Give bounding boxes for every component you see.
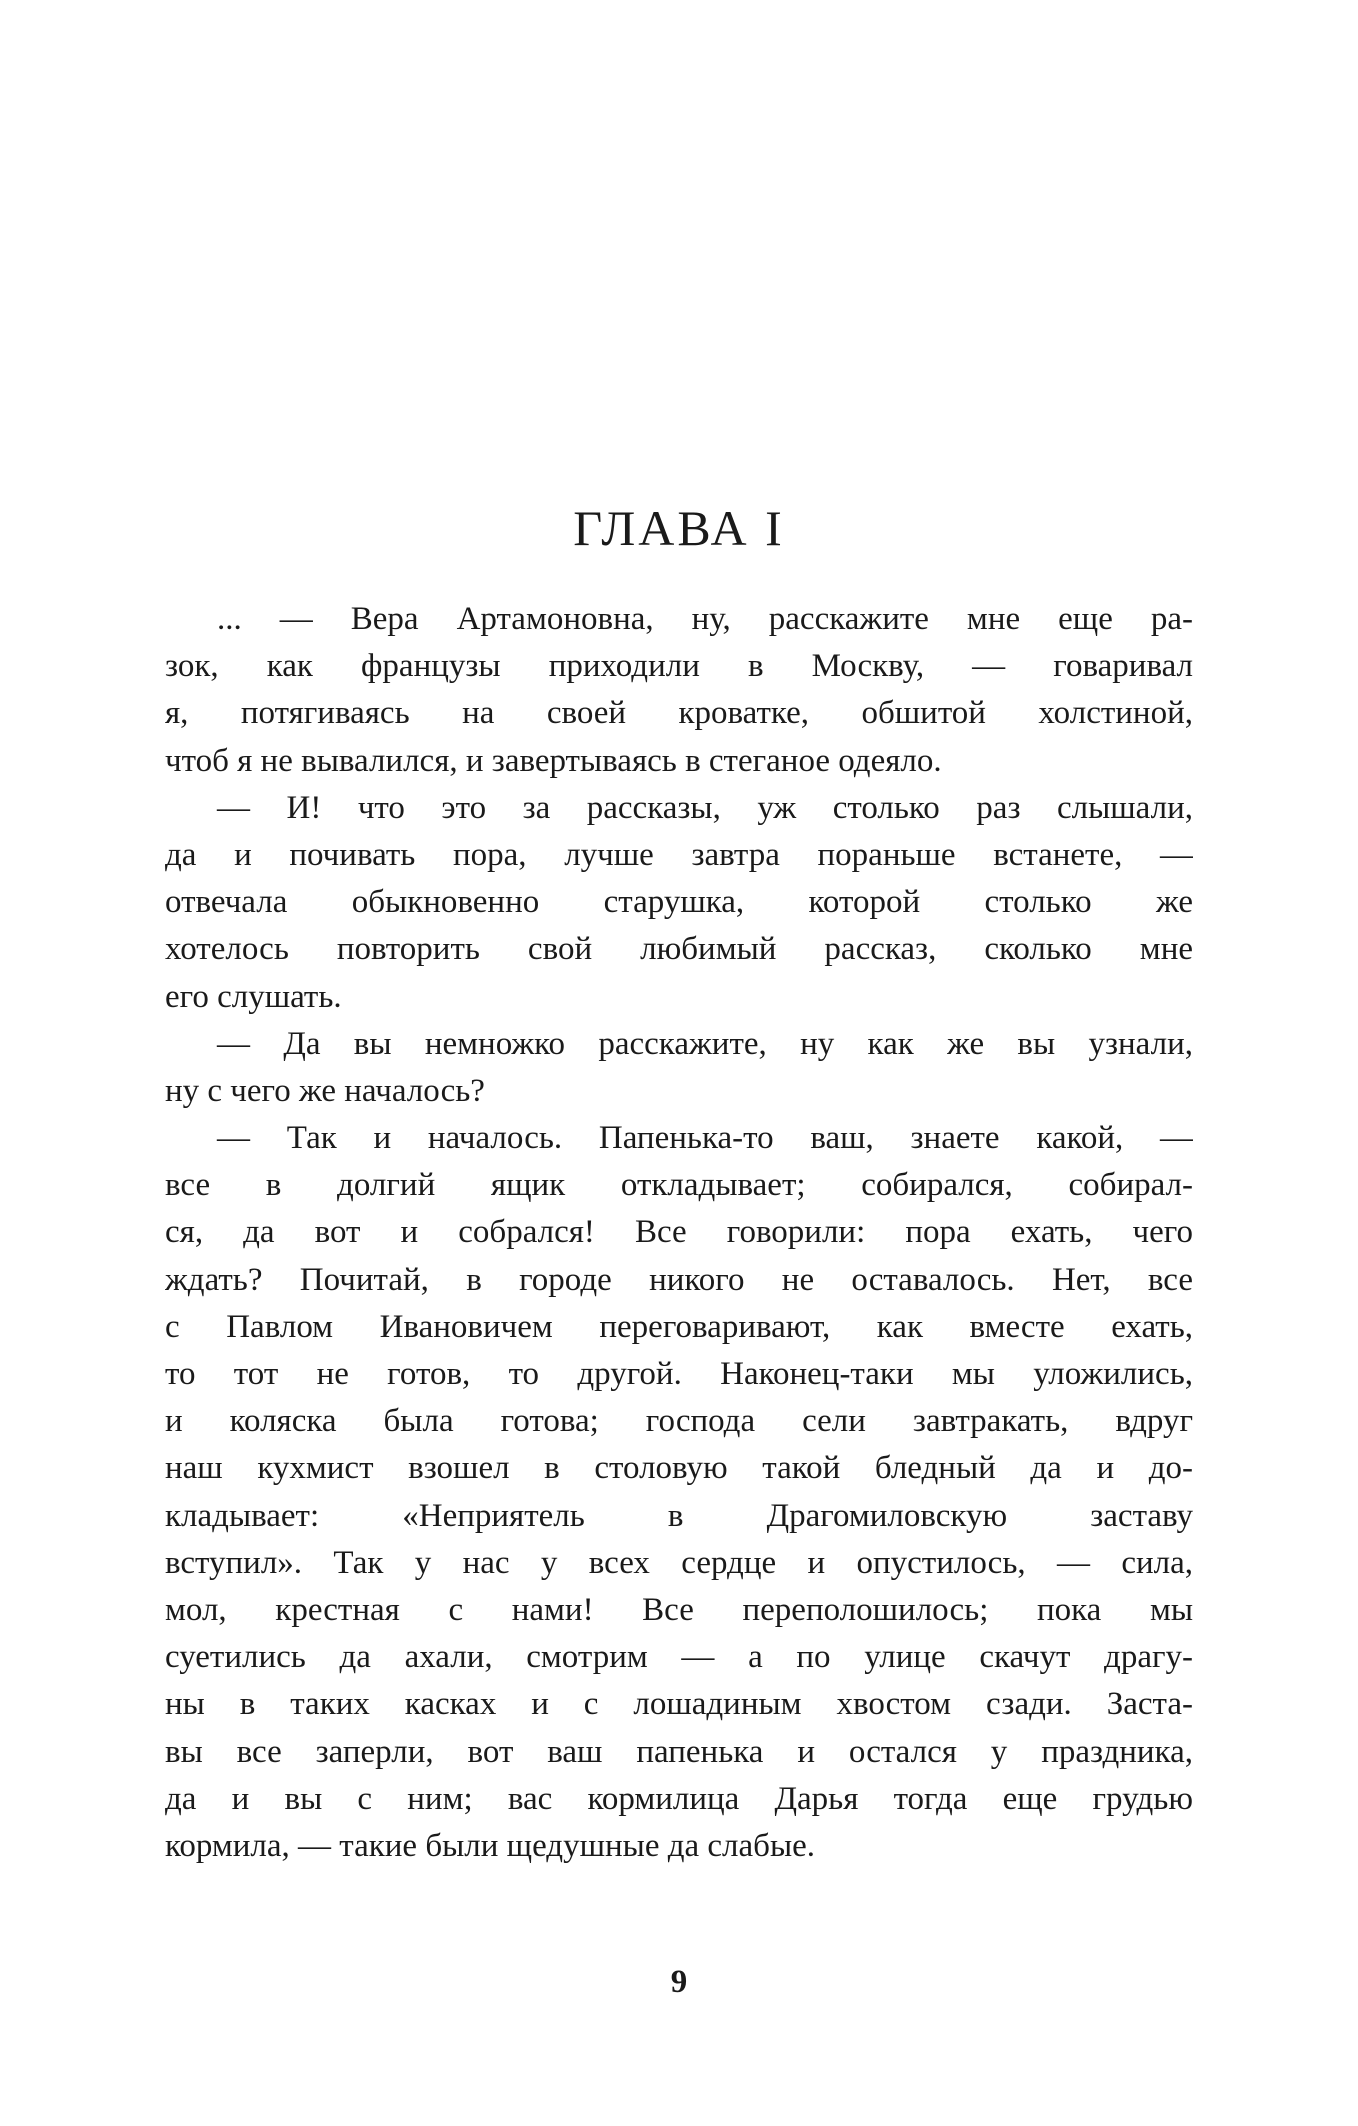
page-number: 9	[670, 1964, 688, 2000]
text-line: хотелось повторить свой любимый рассказ, сколько мне	[165, 931, 1193, 968]
text-line: ... — Вера Артамоновна, ну, расскажите мне еще ра-	[217, 601, 1193, 637]
text-line: — Да вы немножко расскажите, ну как же вы узнали,	[217, 1025, 1193, 1062]
text-line: то тот не готов, то другой. Наконец-таки мы уложились,	[165, 1356, 1193, 1392]
text-line: суетились да ахали, смотрим — а по улице скачут драгу-	[165, 1639, 1193, 1676]
text-line: — И! что это за рассказы, уж столько раз слышали,	[217, 789, 1193, 826]
text-line: да и почивать пора, лучше завтра пораньше встанете, —	[165, 836, 1193, 873]
text-line: его слушать.	[165, 978, 342, 1015]
text-line: вступил». Так у нас у всех сердце и опустилось, — сила,	[165, 1544, 1193, 1581]
text-line: мол, крестная с нами! Все переполошилось; пока мы	[165, 1591, 1193, 1628]
chapter-title: ГЛАВА I	[573, 500, 785, 556]
text-line: да и вы с ним; вас кормилица Дарья тогда еще грудью	[165, 1780, 1193, 1817]
text-line: чтоб я не вывалился, и завертываясь в стеганое одеяло.	[165, 742, 942, 779]
text-line: отвечала обыкновенно старушка, которой столько же	[165, 884, 1193, 921]
text-line: наш кухмист взошел в столовую такой бледный да и до-	[165, 1450, 1193, 1487]
text-line: я, потягиваясь на своей кроватке, обшитой холстиной,	[165, 695, 1193, 732]
text-line: кладывает: «Неприятель в Драгомиловскую заставу	[165, 1497, 1193, 1534]
text-line: кормила, — такие были щедушные да слабые.	[165, 1827, 816, 1864]
text-line: все в долгий ящик откладывает; собирался, собирал-	[165, 1167, 1193, 1204]
text-line: — Так и началось. Папенька-то ваш, знаете какой, —	[217, 1120, 1193, 1157]
text-line: ну с чего же началось?	[165, 1072, 485, 1109]
text-line: с Павлом Ивановичем переговаривают, как вместе ехать,	[165, 1308, 1193, 1345]
text-line: ждать? Почитай, в городе никого не оставалось. Нет, все	[165, 1261, 1193, 1298]
body-text	[165, 596, 1193, 1870]
text-line: зок, как французы приходили в Москву, — говаривал	[165, 648, 1193, 685]
text-line: и коляска была готова; господа сели завтракать, вдруг	[165, 1403, 1193, 1440]
text-line: вы все заперли, вот ваш папенька и остался у праздника,	[165, 1733, 1193, 1770]
text-line: ны в таких касках и с лошадиным хвостом сзади. Заста-	[165, 1686, 1193, 1723]
text-line: ся, да вот и собрался! Все говорили: пора ехать, чего	[165, 1214, 1193, 1251]
